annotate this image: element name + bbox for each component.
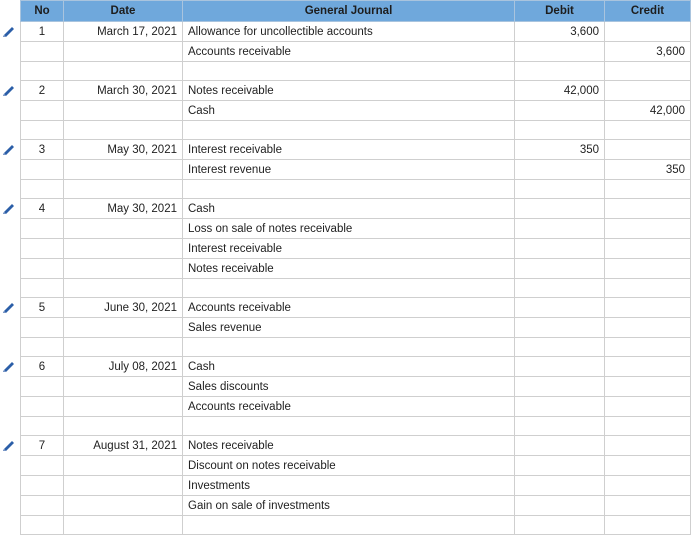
account-cell: Cash: [183, 199, 515, 219]
entry-number-cell: [21, 318, 64, 338]
credit-cell: [605, 140, 691, 160]
journal-row: [21, 377, 691, 397]
credit-cell: 350: [605, 160, 691, 180]
account-cell: [183, 338, 515, 357]
debit-cell: 42,000: [515, 81, 605, 101]
entry-date-cell: May 30, 2021: [64, 140, 183, 160]
entry-date-cell: [64, 42, 183, 62]
account-cell: Discount on notes receivable: [183, 456, 515, 476]
credit-cell: [605, 436, 691, 456]
journal-row: [21, 436, 691, 456]
credit-cell: [605, 496, 691, 516]
journal-body: [21, 22, 691, 535]
journal-row: [21, 140, 691, 160]
entry-date-cell: [64, 62, 183, 81]
entry-number-cell: [21, 456, 64, 476]
entry-number-cell: [21, 279, 64, 298]
entry-number-cell: [21, 42, 64, 62]
account-cell: Gain on sale of investments: [183, 496, 515, 516]
entry-date-cell: [64, 259, 183, 279]
entry-number-cell: 3: [21, 140, 64, 160]
entry-date-cell: [64, 397, 183, 417]
credit-cell: [605, 259, 691, 279]
entry-date-cell: [64, 476, 183, 496]
journal-row: [21, 22, 691, 42]
entry-number-cell: [21, 180, 64, 199]
header-credit: Credit: [605, 1, 691, 22]
pencil-icon[interactable]: [2, 301, 16, 313]
debit-cell: [515, 357, 605, 377]
pencil-icon[interactable]: [2, 143, 16, 155]
entry-date-cell: March 17, 2021: [64, 22, 183, 42]
journal-row: [21, 476, 691, 496]
pencil-icon[interactable]: [2, 84, 16, 96]
debit-cell: [515, 338, 605, 357]
blank-row: [21, 279, 691, 298]
blank-row: [21, 121, 691, 140]
journal-row: [21, 397, 691, 417]
debit-cell: [515, 436, 605, 456]
entry-date-cell: [64, 121, 183, 140]
pencil-icon[interactable]: [2, 439, 16, 451]
journal-row: [21, 496, 691, 516]
account-cell: Loss on sale of notes receivable: [183, 219, 515, 239]
journal-row: [21, 318, 691, 338]
entry-number-cell: 1: [21, 22, 64, 42]
debit-cell: [515, 199, 605, 219]
entry-date-cell: July 08, 2021: [64, 357, 183, 377]
general-journal-table: [20, 0, 691, 535]
account-cell: Interest revenue: [183, 160, 515, 180]
entry-date-cell: [64, 456, 183, 476]
entry-number-cell: [21, 259, 64, 279]
journal-row: [21, 219, 691, 239]
journal-row: [21, 160, 691, 180]
debit-cell: [515, 42, 605, 62]
header-no: No: [21, 1, 64, 22]
entry-number-cell: [21, 62, 64, 81]
account-cell: Accounts receivable: [183, 42, 515, 62]
debit-cell: [515, 298, 605, 318]
account-cell: [183, 121, 515, 140]
entry-date-cell: [64, 239, 183, 259]
debit-cell: [515, 516, 605, 535]
credit-cell: [605, 239, 691, 259]
entry-number-cell: [21, 496, 64, 516]
debit-cell: 3,600: [515, 22, 605, 42]
entry-date-cell: May 30, 2021: [64, 199, 183, 219]
entry-date-cell: [64, 338, 183, 357]
entry-number-cell: [21, 377, 64, 397]
blank-row: [21, 516, 691, 535]
credit-cell: [605, 338, 691, 357]
account-cell: Accounts receivable: [183, 397, 515, 417]
credit-cell: [605, 22, 691, 42]
account-cell: Cash: [183, 101, 515, 121]
credit-cell: [605, 219, 691, 239]
blank-row: [21, 417, 691, 436]
entry-number-cell: 4: [21, 199, 64, 219]
entry-number-cell: [21, 101, 64, 121]
account-cell: [183, 279, 515, 298]
account-cell: Investments: [183, 476, 515, 496]
debit-cell: [515, 279, 605, 298]
entry-number-cell: [21, 338, 64, 357]
credit-cell: [605, 199, 691, 219]
credit-cell: [605, 81, 691, 101]
entry-date-cell: [64, 101, 183, 121]
credit-cell: [605, 180, 691, 199]
account-cell: [183, 180, 515, 199]
entry-date-cell: [64, 318, 183, 338]
debit-cell: [515, 456, 605, 476]
entry-number-cell: [21, 219, 64, 239]
account-cell: Notes receivable: [183, 81, 515, 101]
debit-cell: [515, 239, 605, 259]
entry-date-cell: [64, 160, 183, 180]
entry-date-cell: June 30, 2021: [64, 298, 183, 318]
entry-date-cell: [64, 496, 183, 516]
debit-cell: [515, 121, 605, 140]
account-cell: Sales revenue: [183, 318, 515, 338]
header-row: [21, 1, 691, 22]
journal-row: [21, 199, 691, 219]
journal-row: [21, 101, 691, 121]
account-cell: [183, 417, 515, 436]
debit-cell: [515, 219, 605, 239]
credit-cell: 42,000: [605, 101, 691, 121]
credit-cell: [605, 397, 691, 417]
account-cell: Sales discounts: [183, 377, 515, 397]
pencil-icon[interactable]: [2, 25, 16, 37]
entry-number-cell: [21, 417, 64, 436]
blank-row: [21, 62, 691, 81]
pencil-icon[interactable]: [2, 202, 16, 214]
blank-row: [21, 180, 691, 199]
account-cell: [183, 62, 515, 81]
credit-cell: [605, 318, 691, 338]
header-general-journal: General Journal: [183, 1, 515, 22]
debit-cell: [515, 160, 605, 180]
header-debit: Debit: [515, 1, 605, 22]
debit-cell: [515, 318, 605, 338]
credit-cell: [605, 121, 691, 140]
debit-cell: [515, 180, 605, 199]
entry-number-cell: [21, 476, 64, 496]
credit-cell: 3,600: [605, 42, 691, 62]
journal-row: [21, 357, 691, 377]
entry-date-cell: March 30, 2021: [64, 81, 183, 101]
entry-date-cell: [64, 516, 183, 535]
account-cell: Notes receivable: [183, 259, 515, 279]
credit-cell: [605, 377, 691, 397]
debit-cell: [515, 476, 605, 496]
debit-cell: [515, 417, 605, 436]
debit-cell: [515, 259, 605, 279]
credit-cell: [605, 62, 691, 81]
entry-date-cell: August 31, 2021: [64, 436, 183, 456]
credit-cell: [605, 417, 691, 436]
credit-cell: [605, 456, 691, 476]
debit-cell: [515, 101, 605, 121]
credit-cell: [605, 298, 691, 318]
account-cell: Accounts receivable: [183, 298, 515, 318]
debit-cell: 350: [515, 140, 605, 160]
credit-cell: [605, 516, 691, 535]
entry-date-cell: [64, 279, 183, 298]
journal-row: [21, 456, 691, 476]
entry-number-cell: [21, 397, 64, 417]
entry-date-cell: [64, 417, 183, 436]
journal-row: [21, 239, 691, 259]
journal-row: [21, 42, 691, 62]
account-cell: Notes receivable: [183, 436, 515, 456]
credit-cell: [605, 357, 691, 377]
debit-cell: [515, 62, 605, 81]
pencil-icon[interactable]: [2, 360, 16, 372]
entry-number-cell: [21, 239, 64, 259]
entry-number-cell: [21, 516, 64, 535]
journal-row: [21, 298, 691, 318]
account-cell: Interest receivable: [183, 239, 515, 259]
account-cell: [183, 516, 515, 535]
entry-date-cell: [64, 180, 183, 199]
credit-cell: [605, 476, 691, 496]
account-cell: Interest receivable: [183, 140, 515, 160]
entry-number-cell: [21, 160, 64, 180]
credit-cell: [605, 279, 691, 298]
account-cell: Cash: [183, 357, 515, 377]
header-date: Date: [64, 1, 183, 22]
journal-row: [21, 81, 691, 101]
account-cell: Allowance for uncollectible accounts: [183, 22, 515, 42]
journal-row: [21, 259, 691, 279]
entry-number-cell: 5: [21, 298, 64, 318]
entry-date-cell: [64, 219, 183, 239]
debit-cell: [515, 377, 605, 397]
debit-cell: [515, 496, 605, 516]
entry-number-cell: 2: [21, 81, 64, 101]
blank-row: [21, 338, 691, 357]
entry-number-cell: 7: [21, 436, 64, 456]
entry-number-cell: 6: [21, 357, 64, 377]
entry-number-cell: [21, 121, 64, 140]
entry-date-cell: [64, 377, 183, 397]
debit-cell: [515, 397, 605, 417]
